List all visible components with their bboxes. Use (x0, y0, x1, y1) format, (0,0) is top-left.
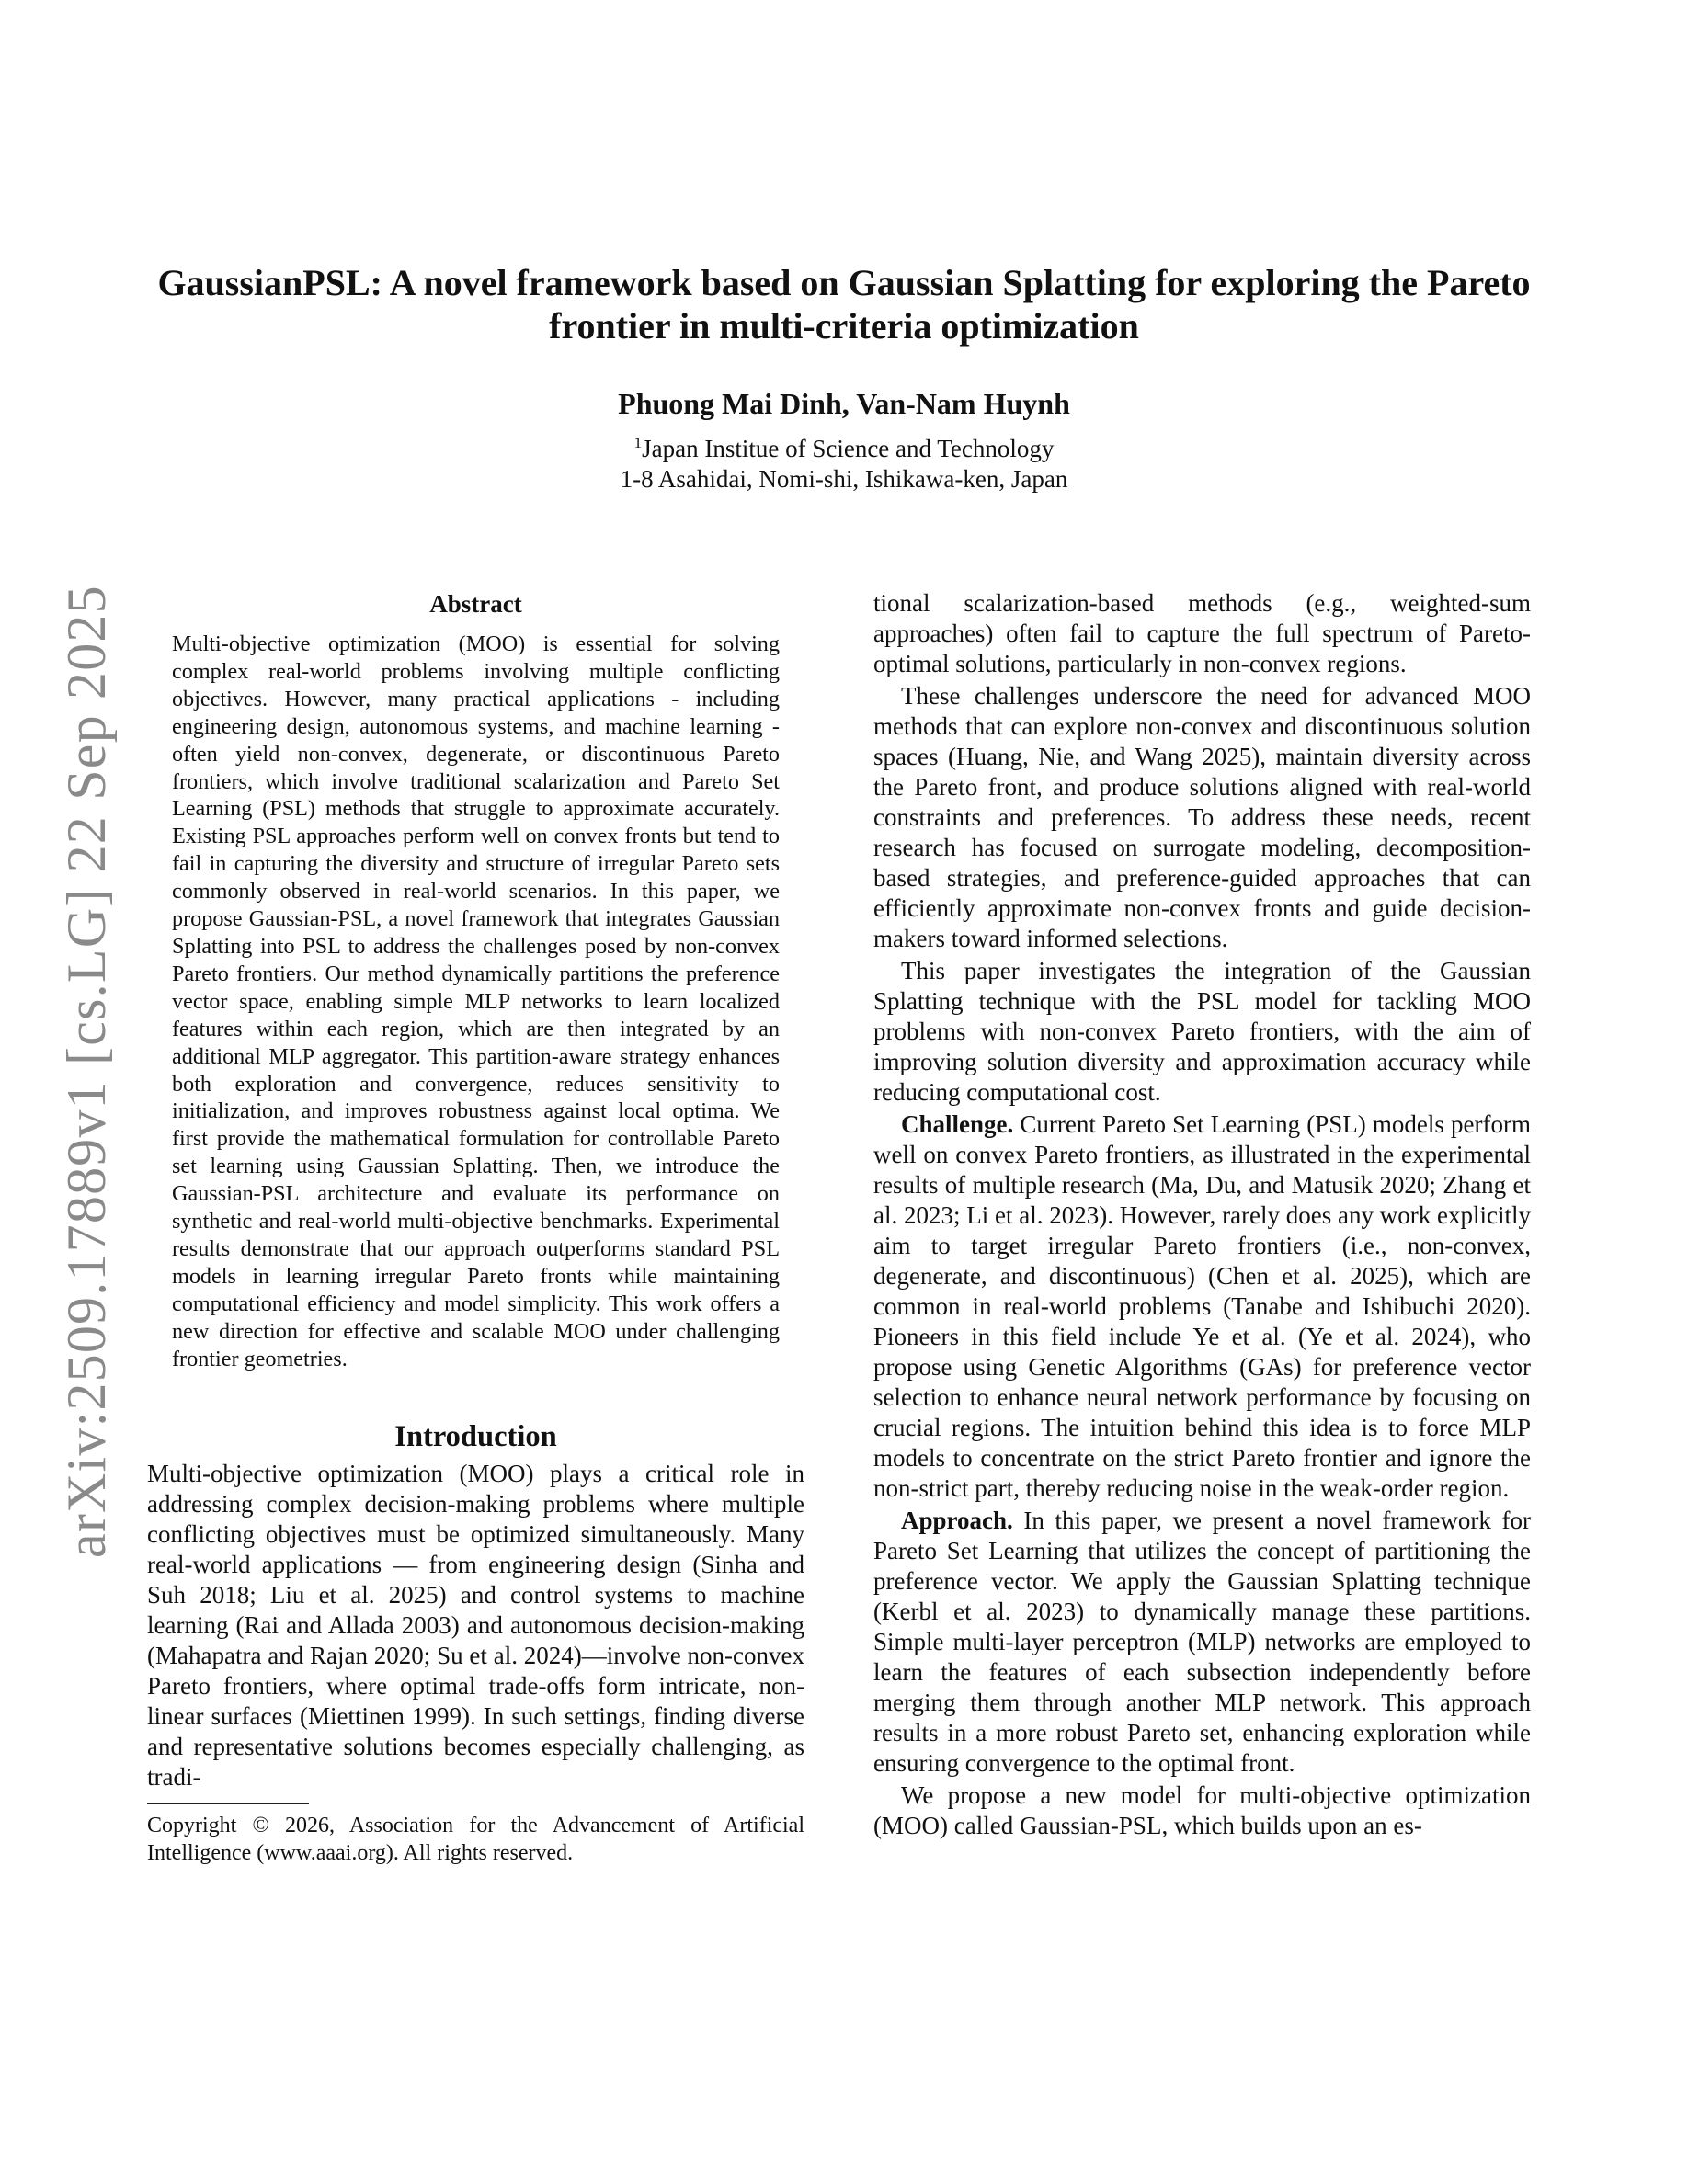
left-column (147, 588, 804, 1867)
affiliation-name: Japan Institue of Science and Technology (642, 435, 1055, 462)
affiliation (0, 434, 1688, 495)
right-paragraph-investigation: This paper investigates the integration of the Gaussian Splatting technique with the PSL model for tackling MOO problems with non-convex Pareto frontiers, with the aim of improving solution diversity and approximation accuracy while reducing computational cost. (873, 957, 1531, 1106)
authors: Phuong Mai Dinh, Van-Nam Huynh (618, 387, 1070, 420)
challenge-paragraph (873, 1109, 1531, 1504)
affiliation-mark: 1 (633, 434, 643, 451)
abstract-heading: Abstract (429, 590, 522, 618)
approach-paragraph (873, 1506, 1531, 1779)
approach-text: In this paper, we present a novel framework for Pareto Set Learning that utilizes the concept of partitioning the preference vector. We apply the Gaussian Splatting technique (Kerbl et al. 2023) to dynamically manage these partitions. Simple multi-layer perceptron (MLP) networks are employed to learn the features of each subsection independently before merging them through another MLP network. This approach results in a more robust Pareto set, enhancing exploration while ensuring convergence to the optimal front. (873, 1507, 1531, 1777)
approach-label: Approach. (901, 1507, 1013, 1534)
right-paragraph-proposal: We propose a new model for multi-objective optimization (MOO) called Gaussian-PSL, which builds upon an es- (873, 1781, 1531, 1839)
abstract-text: Multi-objective optimization (MOO) is essential for solving complex real-world problems involving multiple conflicting objectives. However, many practical applications - including engineering design, autonomous systems, and machine learning - often yield non-convex, degenerate, or discontinuous Pareto frontiers, which involve traditional scalarization and Pareto Set Learning (PSL) methods that struggle to approximate accurately. Existing PSL approaches perform well on convex fronts but tend to fail in capturing the diversity and structure of irregular Pareto sets commonly observed in real-world scenarios. In this paper, we propose Gaussian-PSL, a novel framework that integrates Gaussian Splatting into PSL to address the challenges posed by non-convex Pareto frontiers. Our method dynamically partitions the preference vector space, enabling simple MLP networks to learn localized features within each region, which are then integrated by an additional MLP aggregator. This partition-aware strategy enhances both exploration and convergence, reduces sensitivity to initialization, and improves robustness against local optima. We first provide the mathematical formulation for controllable Pareto set learning using Gaussian Splatting. Then, we introduce the Gaussian-PSL architecture and evaluate its performance on synthetic and real-world multi-objective benchmarks. Experimental results demonstrate that our approach outperforms standard PSL models in learning irregular Pareto fronts while maintaining computational efficiency and model simplicity. This work offers a new direction for effective and scalable MOO under challenging frontier geometries. (172, 631, 780, 1371)
right-paragraph-continued: tional scalarization-based methods (e.g., weighted-sum approaches) often fail to capture the full spectrum of Pareto-optimal solutions, particularly in non-convex regions. (873, 589, 1531, 677)
right-paragraph-challenges: These challenges underscore the need for advanced MOO methods that can explore non-convex and discontinuous solution spaces (Huang, Nie, and Wang 2025), maintain diversity across the Pareto front, and produce solutions aligned with real-world constraints and preferences. To address these needs, recent research has focused on surrogate modeling, decomposition-based strategies, and preference-guided approaches that can efficiently approximate non-convex fronts and guide decision-makers toward informed selections. (873, 682, 1531, 952)
introduction-paragraph-1: Multi-objective optimization (MOO) plays a critical role in addressing complex decision-making problems where multiple conflicting objectives must be optimized simultaneously. Many real-world applications — from engineering design (Sinha and Suh 2018; Liu et al. 2025) and control systems to machine learning (Rai and Allada 2003) and autonomous decision-making (Mahapatra and Rajan 2020; Su et al. 2024)—involve non-convex Pareto frontiers, where optimal trade-offs form intricate, non-linear surfaces (Miettinen 1999). In such settings, finding diverse and representative solutions becomes especially challenging, as tradi- (147, 1460, 804, 1792)
arxiv-identifier: arXiv:2509.17889v1 [cs.LG] 22 Sep 2025 (56, 585, 117, 1558)
copyright-footnote: Copyright © 2026, Association for the Advancement of Artificial Intelligence (www.aaai.org). All rights reserved. (147, 1814, 804, 1866)
paper-title: GaussianPSL: A novel framework based on Gaussian Splatting for exploring the Pareto frontier in multi-criteria optimization (157, 262, 1531, 347)
introduction-heading: Introduction (394, 1420, 557, 1454)
challenge-label: Challenge. (901, 1110, 1014, 1138)
affiliation-line-1 (0, 434, 1688, 464)
challenge-text: Current Pareto Set Learning (PSL) models perform well on convex Pareto frontiers, as illustrated in the experimental results of multiple research (Ma, Du, and Matusik 2020; Zhang et al. 2023; Li et al. 2023). However, rarely does any work explicitly aim to target irregular Pareto frontiers (i.e., non-convex, degenerate, and discontinuous) (Chen et al. 2025), which are common in real-world problems (Tanabe and Ishibuchi 2020). Pioneers in this field include Ye et al. (Ye et al. 2024), who propose using Genetic Algorithms (GAs) for preference vector selection to enhance neural network performance by focusing on crucial regions. The intuition behind this idea is to force MLP models to concentrate on the strict Pareto frontier and ignore the non-strict part, thereby reducing noise in the weak-order region. (873, 1110, 1531, 1502)
affiliation-line-2: 1-8 Asahidai, Nomi-shi, Ishikawa-ken, Japan (620, 465, 1068, 493)
footnote-divider (147, 1803, 309, 1804)
right-column (873, 588, 1531, 1841)
